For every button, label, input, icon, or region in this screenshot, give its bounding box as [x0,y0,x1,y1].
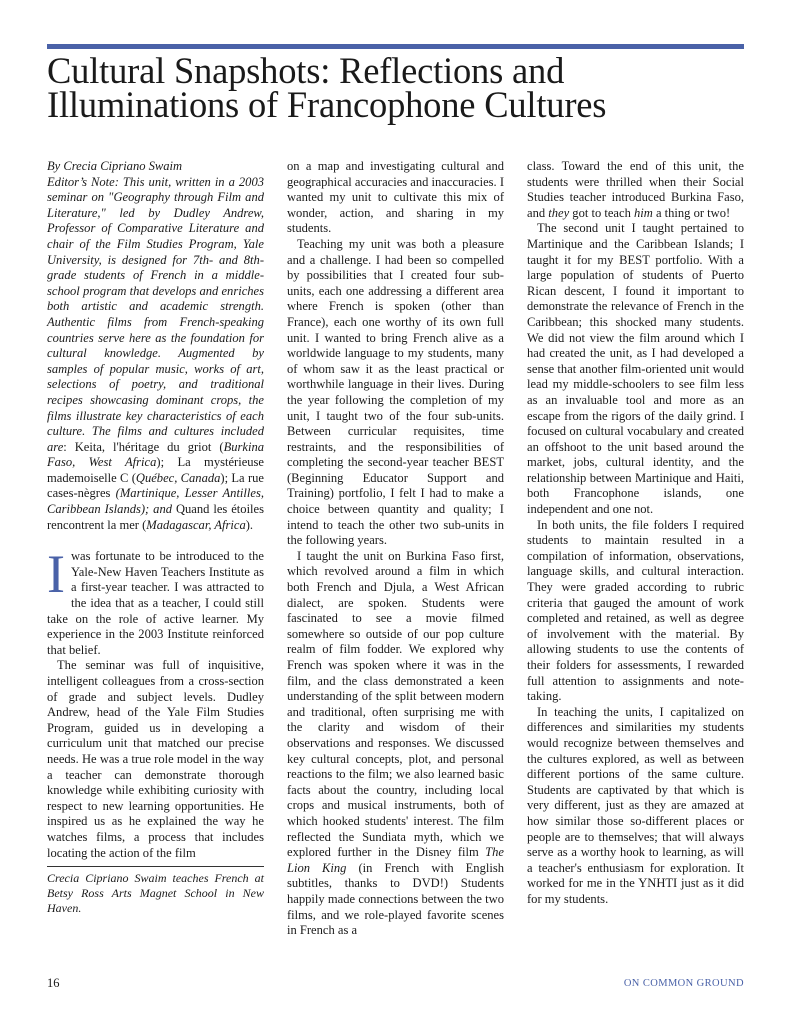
paragraph-2: The seminar was full of inquisitive, intelligent colleagues from a cross-section of grade and subject levels. Dudley Andrew, head of the Yale Film Studies Program, guided us in developing a curriculum unit that matched our precise needs. He was a true role model in the way a teacher can demonstrate thorough knowledge while exhibiting curiosity with respect to new learning opportunities. He inspired us as he explained the way he watches films, a process that includes locating the action of the film [47,658,264,860]
paragraph-7: In teaching the units, I capitalized on differences and similarities my students would recognize between themselves and the cultures explored, as well as between different portions of the same culture. Students are captivated by that which is very different, just as they are amazed at how similar those so-different places or people are to themselves; that will always serve as a worthy hook to learning, as will a teacher's enthusiasm for exploration. It worked for me in the YNHTI just as it did for my students. [527,704,744,906]
article-title: Cultural Snapshots: Reflections and Illuminations of Francophone Cultures [47,50,607,125]
paragraph-4: I taught the unit on Burkina Faso first, which revolved around a film in which both French and Djula, a West African dialect, are spoken. Students were fascinated to see a movie filmed somewhere so outside of our pop culture realm of film fodder. We explored why French was spoken where it was in the film, and the class demonstrated a keen understanding of the split between modern and traditional, often surprising me with the clarity and wisdom of their observations and responses. We discussed key cultural concepts, plot, and personal reactions to the film; we also learned basic facts about the country, including local crops and musical instruments, both of which hooked students' interest. The film reflected the Sundiata myth, which we explored further in the Disney film The Lion King (in French with English subtitles, thanks to DVD!) Students happily made connections between the two films, and we role-played favorite scenes in French as a [287,548,504,938]
paragraph-2-continued: on a map and investigating cultural and geographical accuracies and inaccuracies. I wanted my unit to cultivate this mix of wonder, action, and sharing in my students. [287,159,504,236]
paragraph-1: Iwas fortunate to be introduced to the Yale-New Haven Teachers Institute as a first-year teacher. I was attracted to the idea that as a teacher, I could still take on the role of active learner. My experience in the 2003 Institute reinforced that belief. [47,544,264,657]
magazine-name: ON COMMON GROUND [623,978,744,989]
column-2 [287,159,504,939]
top-rule [47,44,744,49]
paragraph-3: Teaching my unit was both a pleasure and a challenge. I had been so compelled by possibilities that I created four sub-units, each one addressing a different area where French is spoken (other than France), each one worthy of its own full unit. I wanted to bring French alive as a worldwide language to my students, many of whom saw it as the least practical or worthwhile language in their lives. During the year following the completion of my unit, I taught two of the four sub-units. Between curricular requisites, time restraints, and the responsibilities of completing the second-year teacher BEST (Beginning Educator Support and Training) portfolio, I felt I had to make a choice between quantity and quality; I intend to teach the other two sub-units in the following years. [287,236,504,548]
paragraph-4-continued: class. Toward the end of this unit, the students were thrilled when their Social Studies teacher introduced Burkina Faso, and they got to teach him a thing or two! [527,159,744,220]
paragraph-6: In both units, the file folders I required students to maintain resulted in a compilation of information, observations, language skills, and cultural interaction. They were graded according to rubric criteria that gauged the amount of work completed and retained, as well as degree of involvement with the material. By allowing students to use the contents of their folders for assessments, I rewarded full attention to assignments and note-taking. [527,517,744,704]
byline: By Crecia Cipriano Swaim [47,159,183,173]
author-bio: Crecia Cipriano Swaim teaches French at Betsy Ross Arts Magnet School in New Haven. [47,871,264,916]
bio-divider [47,866,264,867]
editor-note: Editor’s Note: This unit, written in a 2003 seminar on "Geography through Film and Literature," led by Dudley Andrew, Professor of Comparative Literature and chair of the Film Studies Program, Yale University, is designed for 7th- and 8th-grade students of French in a middle-school program that develops and enriches both artistic and academic strength. Authentic films from French-speaking countries serve here as the foundation for cultural knowledge. Augmented by samples of popular music, works of art, selections of poetry, and traditional recipes showcasing dominant crops, the films illustrate key characteristics of each culture. The films and cultures included are: Keita, l'héritage du griot (Burkina Faso, West Africa); La mystérieuse mademoiselle C (Québec, Canada); La rue cases-nègres (Martinique, Lesser Antilles, Caribbean Islands); and Quand les étoiles rencontrent la mer (Madagascar, Africa). [47,174,264,532]
column-1 [47,159,264,916]
film-title: The Lion King [287,845,504,875]
paragraph-5: The second unit I taught pertained to Martinique and the Caribbean Islands; I taught it for my BEST portfolio. With a large population of students of Puerto Rican descent, I found it important to demonstrate the relevance of French in the Caribbean; this shocked many students. We did not view the film around which I had created the unit, as I had developed a sense that another film-oriented unit would lead my middle-schoolers to see film less as an invaluable tool and more as an escape from the rigors of the daily grind. I focused on cultural vocabulary and created an offshoot to the unit based around the market, jobs, cultural identity, and the relationship between Martinique and Haiti, both Francophone islands, one independent and one not. [527,221,744,517]
column-3 [527,159,744,908]
page-number: 16 [47,976,60,990]
drop-cap: I [47,544,65,605]
